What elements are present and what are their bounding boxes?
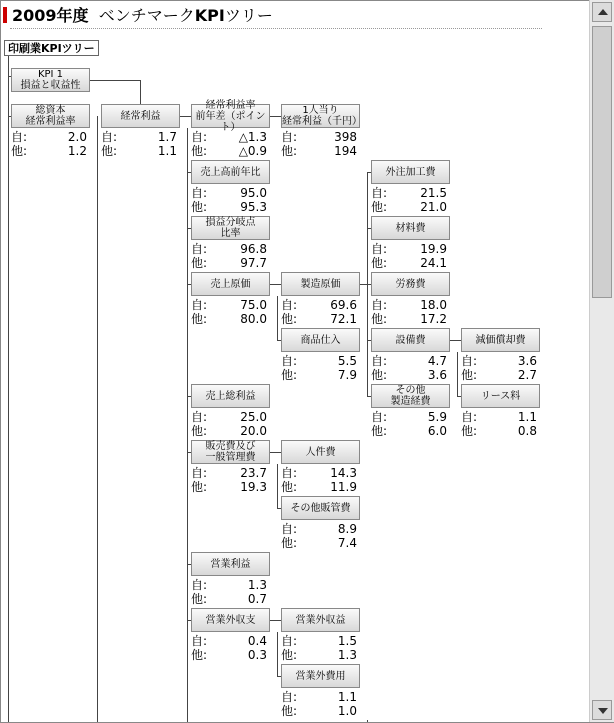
self-value: 1.7	[157, 130, 177, 144]
self-value-row	[371, 186, 447, 200]
kpi-values-mfg-cost	[281, 298, 357, 326]
title-accent-bar	[3, 7, 7, 23]
self-value-row	[191, 186, 267, 200]
connector-line	[140, 80, 141, 104]
other-value-row	[461, 424, 537, 438]
self-label: 自:	[191, 298, 208, 312]
tree-root-label[interactable]: 印刷業KPIツリー	[4, 40, 99, 56]
self-value-row	[191, 130, 267, 144]
other-value-row	[191, 424, 267, 438]
self-value: 95.0	[240, 186, 267, 200]
self-label: 自:	[281, 690, 298, 704]
other-value: 6.0	[427, 424, 447, 438]
self-value-row	[11, 130, 87, 144]
kpi-values-personnel	[281, 466, 357, 494]
kpi-values-cogs	[191, 298, 267, 326]
connector-line	[450, 340, 461, 341]
other-value: 0.7	[247, 592, 267, 606]
self-value: 8.9	[337, 522, 357, 536]
other-value: 0.8	[517, 424, 537, 438]
other-label: 他:	[281, 648, 298, 662]
kpi-values-depreciation	[461, 354, 537, 382]
other-value-row	[191, 256, 267, 270]
other-value: 0.3	[247, 648, 267, 662]
other-value: 1.1	[157, 144, 177, 158]
kpi-node-merch[interactable]: 商品仕入	[281, 328, 360, 352]
self-value-row	[281, 466, 357, 480]
kpi-node-outsource[interactable]: 外注加工費	[371, 160, 450, 184]
vertical-scrollbar[interactable]	[589, 0, 614, 722]
kpi-values-other-mfg	[371, 410, 447, 438]
self-label: 自:	[281, 634, 298, 648]
connector-line	[270, 116, 281, 117]
self-value: 1.1	[337, 690, 357, 704]
kpi-node-nonop-inc[interactable]: 営業外収益	[281, 608, 360, 632]
self-label: 自:	[191, 186, 208, 200]
self-value-row	[281, 130, 357, 144]
other-value: 1.2	[67, 144, 87, 158]
self-label: 自:	[191, 634, 208, 648]
self-label: 自:	[281, 298, 298, 312]
other-value-row	[191, 592, 267, 606]
other-label: 他:	[371, 368, 388, 382]
self-value-row	[281, 634, 357, 648]
kpi-values-labor	[371, 298, 447, 326]
kpi-node-mfg-cost[interactable]: 製造原価	[281, 272, 360, 296]
kpi-values-lease	[461, 410, 537, 438]
other-value-row	[281, 368, 357, 382]
other-value: 19.3	[240, 480, 267, 494]
self-label: 自:	[371, 186, 388, 200]
other-value: △0.9	[238, 144, 267, 158]
kpi-node-equipment[interactable]: 設備費	[371, 328, 450, 352]
self-value: 14.3	[330, 466, 357, 480]
kpi-node-operating[interactable]: 営業利益	[191, 552, 270, 576]
other-label: 他:	[191, 256, 208, 270]
other-label: 他:	[191, 144, 208, 158]
kpi-values-nonop-inc	[281, 634, 357, 662]
self-value: 4.7	[427, 354, 447, 368]
self-label: 自:	[191, 578, 208, 592]
connector-line	[90, 80, 140, 81]
self-value-row	[191, 410, 267, 424]
self-value: 3.6	[517, 354, 537, 368]
kpi-values-material	[371, 242, 447, 270]
kpi-node-material[interactable]: 材料費	[371, 216, 450, 240]
other-label: 他:	[101, 144, 118, 158]
other-value: 72.1	[330, 312, 357, 326]
connector-line	[187, 128, 188, 722]
other-label: 他:	[281, 704, 298, 718]
kpi-values-other-sga	[281, 522, 357, 550]
self-value-row	[371, 298, 447, 312]
kpi-values-nonop-exp	[281, 690, 357, 718]
self-value: △1.3	[238, 130, 267, 144]
kpi-values-roa	[11, 130, 87, 158]
other-label: 他:	[191, 592, 208, 606]
self-value: 69.6	[330, 298, 357, 312]
other-value: 17.2	[420, 312, 447, 326]
kpi-node-nonop-exp[interactable]: 営業外費用	[281, 664, 360, 688]
other-value: 95.3	[240, 200, 267, 214]
other-label: 他:	[371, 256, 388, 270]
self-value-row	[371, 242, 447, 256]
self-label: 自:	[281, 354, 298, 368]
other-value: 7.9	[337, 368, 357, 382]
scroll-thumb[interactable]	[592, 26, 612, 298]
other-value-row	[371, 312, 447, 326]
other-label: 他:	[461, 368, 478, 382]
self-value: 2.0	[67, 130, 87, 144]
self-value: 0.4	[247, 634, 267, 648]
other-label: 他:	[281, 312, 298, 326]
kpi-node-sales-yoy[interactable]: 売上高前年比	[191, 160, 270, 184]
self-value-row	[371, 410, 447, 424]
other-label: 他:	[281, 368, 298, 382]
connector-line	[457, 352, 458, 396]
other-value: 7.4	[337, 536, 357, 550]
self-label: 自:	[101, 130, 118, 144]
connector-line	[97, 116, 98, 722]
connector-line	[360, 284, 371, 285]
other-label: 他:	[191, 200, 208, 214]
self-value-row	[371, 354, 447, 368]
self-label: 自:	[461, 410, 478, 424]
self-label: 自:	[191, 242, 208, 256]
self-label: 自:	[281, 522, 298, 536]
self-label: 自:	[191, 466, 208, 480]
self-value-row	[191, 634, 267, 648]
other-label: 他:	[191, 424, 208, 438]
kpi-values-gross	[191, 410, 267, 438]
other-value: 3.6	[427, 368, 447, 382]
title-divider	[10, 28, 542, 29]
other-value: 194	[334, 144, 357, 158]
kpi-node-other-sga[interactable]: その他販管費	[281, 496, 360, 520]
other-value-row	[191, 480, 267, 494]
other-value: 11.9	[330, 480, 357, 494]
other-label: 他:	[11, 144, 28, 158]
other-value-row	[281, 480, 357, 494]
other-value-row	[281, 144, 357, 158]
other-label: 他:	[191, 648, 208, 662]
other-value-row	[281, 704, 357, 718]
connector-line	[277, 632, 278, 676]
self-value-row	[191, 242, 267, 256]
self-label: 自:	[371, 298, 388, 312]
kpi-node-breakeven[interactable]: 損益分岐点 比率	[191, 216, 270, 240]
kpi-values-sales-yoy	[191, 186, 267, 214]
other-value: 2.7	[517, 368, 537, 382]
self-label: 自:	[371, 410, 388, 424]
self-value: 5.5	[337, 354, 357, 368]
self-value-row	[281, 690, 357, 704]
self-label: 自:	[281, 466, 298, 480]
other-label: 他:	[281, 480, 298, 494]
other-value: 1.3	[337, 648, 357, 662]
scroll-up-arrow-icon[interactable]	[592, 2, 612, 22]
other-value: 24.1	[420, 256, 447, 270]
self-label: 自:	[191, 130, 208, 144]
kpi-node-other-mfg[interactable]: その他 製造経費	[371, 384, 450, 408]
connector-line	[367, 720, 368, 722]
other-label: 他:	[371, 200, 388, 214]
self-value-row	[281, 298, 357, 312]
other-value-row	[281, 312, 357, 326]
other-value: 1.0	[337, 704, 357, 718]
self-label: 自:	[371, 242, 388, 256]
self-label: 自:	[281, 130, 298, 144]
connector-line	[8, 56, 9, 722]
other-value-row	[191, 144, 267, 158]
self-value-row	[281, 522, 357, 536]
other-value: 20.0	[240, 424, 267, 438]
other-value-row	[281, 536, 357, 550]
connector-line	[180, 116, 191, 117]
kpi-node-per-capita[interactable]: 1人当り 経常利益（千円）	[282, 105, 362, 127]
connector-line	[270, 620, 281, 621]
kpi-node-gross[interactable]: 売上総利益	[191, 384, 270, 408]
other-value: 80.0	[240, 312, 267, 326]
kpi-node-sga[interactable]: 販売費及び 一般管理費	[191, 440, 270, 464]
self-value: 1.1	[517, 410, 537, 424]
kpi-node-lease[interactable]: リース料	[461, 384, 540, 408]
self-value: 18.0	[420, 298, 447, 312]
kpi-node-margin-diff[interactable]: 経常利益率 前年差（ポイント）	[191, 104, 270, 128]
other-value-row	[191, 312, 267, 326]
self-value-row	[191, 578, 267, 592]
self-value-row	[191, 298, 267, 312]
kpi-values-outsource	[371, 186, 447, 214]
other-value-row	[371, 368, 447, 382]
self-value: 19.9	[420, 242, 447, 256]
self-value: 1.5	[337, 634, 357, 648]
other-label: 他:	[281, 536, 298, 550]
other-value-row	[191, 648, 267, 662]
connector-line	[270, 284, 281, 285]
kpi-node-personnel[interactable]: 人件費	[281, 440, 360, 464]
kpi-values-margin-diff	[191, 130, 267, 158]
kpi-values-per-capita	[281, 130, 357, 158]
connector-line	[277, 296, 278, 340]
scroll-down-arrow-icon[interactable]	[592, 700, 612, 720]
self-value: 398	[334, 130, 357, 144]
kpi-node-ordinary[interactable]: 経常利益	[101, 104, 180, 128]
kpi-node-nonop-bal[interactable]: 営業外収支	[191, 608, 270, 632]
other-value-row	[281, 648, 357, 662]
kpi-values-sga	[191, 466, 267, 494]
self-label: 自:	[371, 354, 388, 368]
self-value: 25.0	[240, 410, 267, 424]
other-label: 他:	[281, 144, 298, 158]
kpi-values-nonop-bal	[191, 634, 267, 662]
other-label: 他:	[371, 312, 388, 326]
kpi-node-labor[interactable]: 労務費	[371, 272, 450, 296]
self-value-row	[191, 466, 267, 480]
self-value: 5.9	[427, 410, 447, 424]
self-label: 自:	[461, 354, 478, 368]
self-value-row	[461, 354, 537, 368]
kpi-node-kpi1[interactable]: KPI 1 損益と収益性	[11, 68, 90, 92]
other-value-row	[371, 424, 447, 438]
kpi-values-breakeven	[191, 242, 267, 270]
connector-line	[367, 172, 368, 396]
self-value: 21.5	[420, 186, 447, 200]
other-label: 他:	[371, 424, 388, 438]
connector-line	[277, 464, 278, 508]
other-value-row	[101, 144, 177, 158]
self-label: 自:	[191, 410, 208, 424]
self-value-row	[461, 410, 537, 424]
self-value: 75.0	[240, 298, 267, 312]
self-value-row	[281, 354, 357, 368]
kpi-values-equipment	[371, 354, 447, 382]
other-value-row	[371, 200, 447, 214]
kpi-node-roa[interactable]: 総資本 経常利益率	[11, 104, 90, 128]
page-title: 2009年度 ベンチマークKPIツリー	[12, 6, 273, 25]
other-value-row	[191, 200, 267, 214]
kpi-node-cogs[interactable]: 売上原価	[191, 272, 270, 296]
other-value: 97.7	[240, 256, 267, 270]
kpi-values-merch	[281, 354, 357, 382]
other-label: 他:	[461, 424, 478, 438]
self-label: 自:	[11, 130, 28, 144]
self-value: 1.3	[247, 578, 267, 592]
self-value: 96.8	[240, 242, 267, 256]
kpi-node-depreciation[interactable]: 減価償却費	[461, 328, 540, 352]
other-value-row	[461, 368, 537, 382]
connector-line	[270, 452, 281, 453]
other-label: 他:	[191, 312, 208, 326]
other-value-row	[11, 144, 87, 158]
kpi-values-operating	[191, 578, 267, 606]
kpi-values-ordinary	[101, 130, 177, 158]
other-value: 21.0	[420, 200, 447, 214]
other-value-row	[371, 256, 447, 270]
self-value-row	[101, 130, 177, 144]
other-label: 他:	[191, 480, 208, 494]
self-value: 23.7	[240, 466, 267, 480]
